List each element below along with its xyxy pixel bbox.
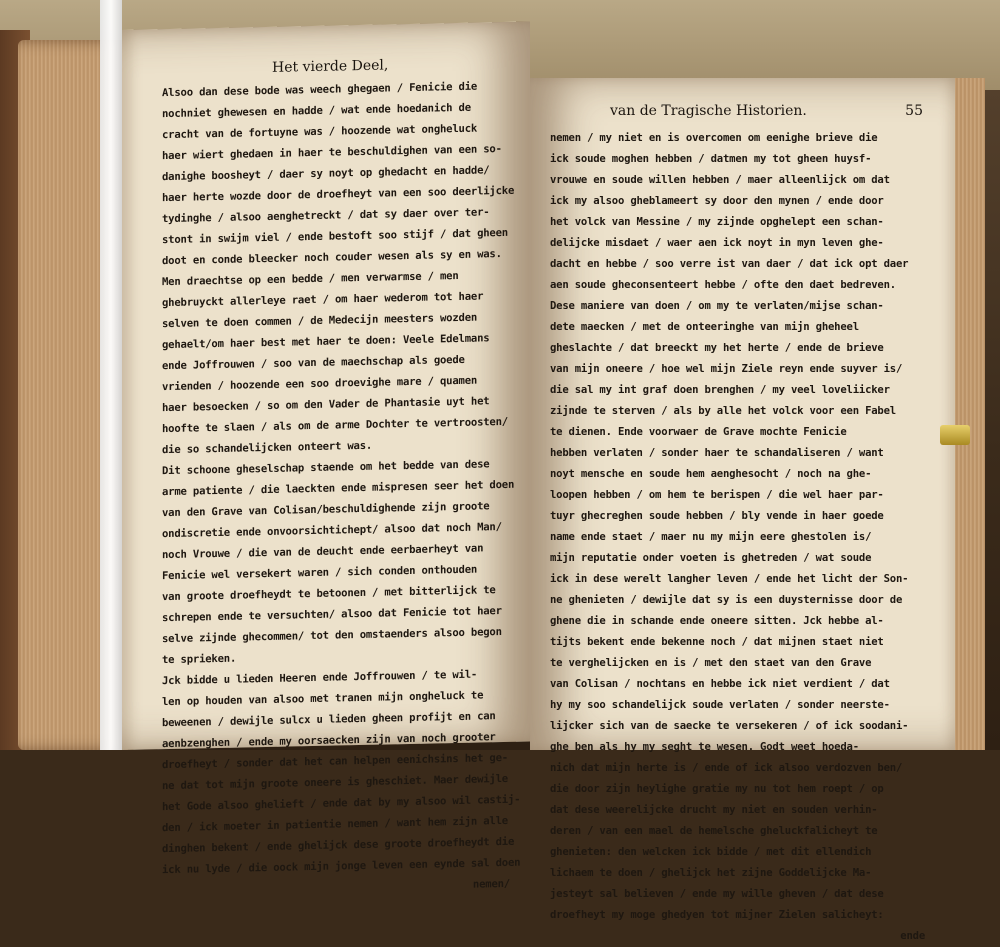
text-line: droefheyt / sonder dat het can helpen eenichsins het ge- bbox=[162, 751, 508, 772]
brass-clasp bbox=[940, 425, 970, 445]
text-line: zijnde te sterven / als by alle het volck voor een Fabel bbox=[550, 405, 896, 417]
text-line: hy my soo schandelijck soude verlaten / sonder neerste- bbox=[550, 699, 890, 711]
text-line: ne dat tot mijn groote oneere is gheschiet. Maer dewijle bbox=[162, 772, 508, 793]
page-number: 55 bbox=[905, 103, 923, 119]
text-line: lichaem te doen / ghelijck het zijne Goddelijcke Ma- bbox=[550, 867, 872, 879]
text-line: danighe boosheyt / daer sy noyt op ghedacht en hadde/ bbox=[162, 164, 490, 184]
text-line: die door zijn heylighe gratie my nu tot hem roept / op bbox=[550, 783, 884, 795]
text-line: mijn reputatie onder voeten is ghetreden / wat soude bbox=[550, 552, 872, 564]
text-line: ende bbox=[900, 930, 925, 942]
text-line: ende Joffrouwen / soo van de maechschap als goede bbox=[162, 353, 465, 373]
text-line: cracht van de fortuyne was / hoozende wat ongheluck bbox=[162, 122, 478, 142]
text-line: droefheyt my moge ghedyen tot mijner Zielen salicheyt: bbox=[550, 909, 884, 921]
text-line: vrouwe en soude willen hebben / maer alleenlijck om dat bbox=[550, 174, 890, 186]
text-line: lijcker sich van de saecke te versekeren / of ick soodani- bbox=[550, 720, 909, 732]
text-line: dete maecken / met de onteeringhe van mijn gheheel bbox=[550, 321, 859, 333]
text-line: Dese maniere van doen / om my te verlaten/mijse schan- bbox=[550, 300, 884, 312]
text-line: ghenieten: den welcken ick bidde / met dit ellendich bbox=[550, 846, 872, 858]
text-line: dat dese weerelijcke drucht my niet en souden verhin- bbox=[550, 804, 878, 816]
text-line: Dit schoone gheselschap staende om het bedde van dese bbox=[162, 458, 490, 478]
text-line: ondiscretie ende onvoorsichtichept/ alsoo dat noch Man/ bbox=[162, 521, 502, 541]
right-page bbox=[530, 78, 955, 942]
text-line: die sal my int graf doen brenghen / my veel loveliicker bbox=[550, 384, 890, 396]
left-page-header: Het vierde Deel, bbox=[272, 57, 389, 76]
text-line: van mijn oneere / hoe wel mijn Ziele reyn ende suyver is/ bbox=[550, 363, 903, 375]
text-line: nemen / my niet en is overcomen om eenighe brieve die bbox=[550, 132, 878, 144]
text-line: deren / van een mael de hemelsche gheluckfalicheyt te bbox=[550, 825, 878, 837]
left-page bbox=[122, 21, 530, 891]
text-line: jesteyt sal believen / ende my wille gheven / dat dese bbox=[550, 888, 884, 900]
text-line: haer besoecken / so om den Vader de Phantasie uyt het bbox=[162, 395, 490, 415]
text-line: len op houden van alsoo met tranen mijn ongheluck te bbox=[162, 689, 484, 709]
text-line: nich dat mijn herte is / ende of ick alsoo verdozven ben/ bbox=[550, 762, 903, 774]
text-line: het volck van Messine / my zijnde opghelept een schan- bbox=[550, 216, 884, 228]
text-line: den / ick moeter in patientie nemen / want hem zijn alle bbox=[162, 814, 508, 835]
text-line: aen soude gheconsenteert hebbe / ofte den daet bedreven. bbox=[550, 279, 896, 291]
text-line: ick soude moghen hebben / datmen my tot gheen huysf- bbox=[550, 153, 872, 165]
text-line: te sprieken. bbox=[162, 652, 237, 667]
text-line: hebben verlaten / sonder haer te schandaliseren / want bbox=[550, 447, 884, 459]
text-line: doot en conde bleecker noch couder wesen als sy en was. bbox=[162, 248, 502, 268]
text-line: ick nu lyde / die oock mijn jonge leven een eynde sal doen bbox=[162, 856, 521, 877]
left-page-text bbox=[122, 71, 530, 903]
text-line: noyt mensche en soude hem aenghesocht / noch na ghe- bbox=[550, 468, 872, 480]
text-line: haer herte wozde door de droefheyt van een soo deerlijcke bbox=[162, 184, 515, 205]
text-line: van groote droefheydt te betoonen / met bitterlijck te bbox=[162, 584, 496, 604]
text-line: ghe ben als hy my seght te wesen. Godt weet hoeda- bbox=[550, 741, 859, 753]
text-line: ghene die in schande ende oneere sitten. Jck hebbe al- bbox=[550, 615, 884, 627]
text-line: Fenicie wel versekert waren / sich conden onthouden bbox=[162, 563, 478, 583]
ribbon-bookmark bbox=[100, 0, 122, 750]
text-line: dacht en hebbe / soo verre ist van daer / dat ick opt daer bbox=[550, 258, 909, 270]
text-line: ick in dese werelt langher leven / ende het licht der Son- bbox=[550, 573, 909, 585]
text-line: selven te doen commen / de Medecijn meesters wozden bbox=[162, 311, 478, 331]
text-line: name ende staet / maer nu my mijn eere ghestolen is/ bbox=[550, 531, 872, 543]
text-line: ghebruyckt allerleye raet / om haer wederom tot haer bbox=[162, 290, 484, 310]
page-edges-right bbox=[955, 78, 985, 750]
text-line: beweenen / dewijle sulcx u lieden gheen profijt en can bbox=[162, 710, 496, 730]
text-line: tydinghe / alsoo aenghetreckt / dat sy daer over ter- bbox=[162, 206, 490, 226]
text-line: selve zijnde ghecommen/ tot den omstaenders alsoo begon bbox=[162, 626, 502, 646]
text-line: haer wiert ghedaen in haer te beschuldighen van een so- bbox=[162, 143, 502, 163]
text-line: nemen/ bbox=[472, 877, 510, 891]
text-line: van den Grave van Colisan/beschuldighende zijn groote bbox=[162, 500, 490, 520]
text-line: stont in swijm viel / ende bestoft soo stijf / dat gheen bbox=[162, 226, 508, 247]
text-line: die so schandelijcken onteert was. bbox=[162, 439, 373, 457]
text-line: te verghelijcken en is / met den staet van den Grave bbox=[550, 657, 872, 669]
text-line: te dienen. Ende voorwaer de Grave mochte Fenicie bbox=[550, 426, 847, 438]
text-line: dinghen bekent / ende ghelijck dese groote droefheydt die bbox=[162, 835, 515, 856]
text-line: delijcke misdaet / waer aen ick noyt in myn leven ghe- bbox=[550, 237, 884, 249]
right-page-header: van de Tragische Historien. bbox=[610, 103, 807, 119]
text-line: hoofte te slaen / als om de arme Dochter te vertroosten/ bbox=[162, 415, 508, 436]
right-page-text bbox=[530, 120, 955, 947]
text-line: loopen hebben / om hem te berispen / die wel haer par- bbox=[550, 489, 884, 501]
text-line: gehaelt/om haer best met haer te doen: Veele Edelmans bbox=[162, 332, 490, 352]
text-line: van Colisan / nochtans en hebbe ick niet verdient / dat bbox=[550, 678, 890, 690]
text-line: Alsoo dan dese bode was weech ghegaen / Fenicie die bbox=[162, 80, 478, 100]
text-line: ick my alsoo gheblameert sy door den mynen / ende door bbox=[550, 195, 884, 207]
text-line: schrepen ende te versuchten/ alsoo dat Fenicie tot haer bbox=[162, 605, 502, 625]
text-line: noch Vrouwe / die van de deucht ende eerbaerheyt van bbox=[162, 542, 484, 562]
text-line: ne ghenieten / dewijle dat sy is een duysternisse door de bbox=[550, 594, 903, 606]
text-line: tijts bekent ende bekenne noch / dat mijnen staet niet bbox=[550, 636, 884, 648]
text-line: Jck bidde u lieden Heeren ende Joffrouwen / te wil- bbox=[162, 668, 478, 688]
text-line: het Gode alsoo ghelieft / ende dat by my alsoo wil castij- bbox=[162, 793, 521, 814]
text-line: aenbzenghen / ende my oorsaecken zijn van noch grooter bbox=[162, 731, 496, 751]
text-line: vrienden / hoozende een soo droevighe mare / quamen bbox=[162, 374, 478, 394]
text-line: tuyr ghecreghen soude hebben / bly vende in haer goede bbox=[550, 510, 884, 522]
text-line: arme patiente / die laeckten ende mispresen seer het doen bbox=[162, 478, 515, 499]
text-line: Men draechtse op een bedde / men verwarmse / men bbox=[162, 269, 459, 289]
text-line: gheslachte / dat breeckt my het herte / ende de brieve bbox=[550, 342, 884, 354]
text-line: nochniet ghewesen en hadde / wat ende hoedanich de bbox=[162, 101, 471, 121]
